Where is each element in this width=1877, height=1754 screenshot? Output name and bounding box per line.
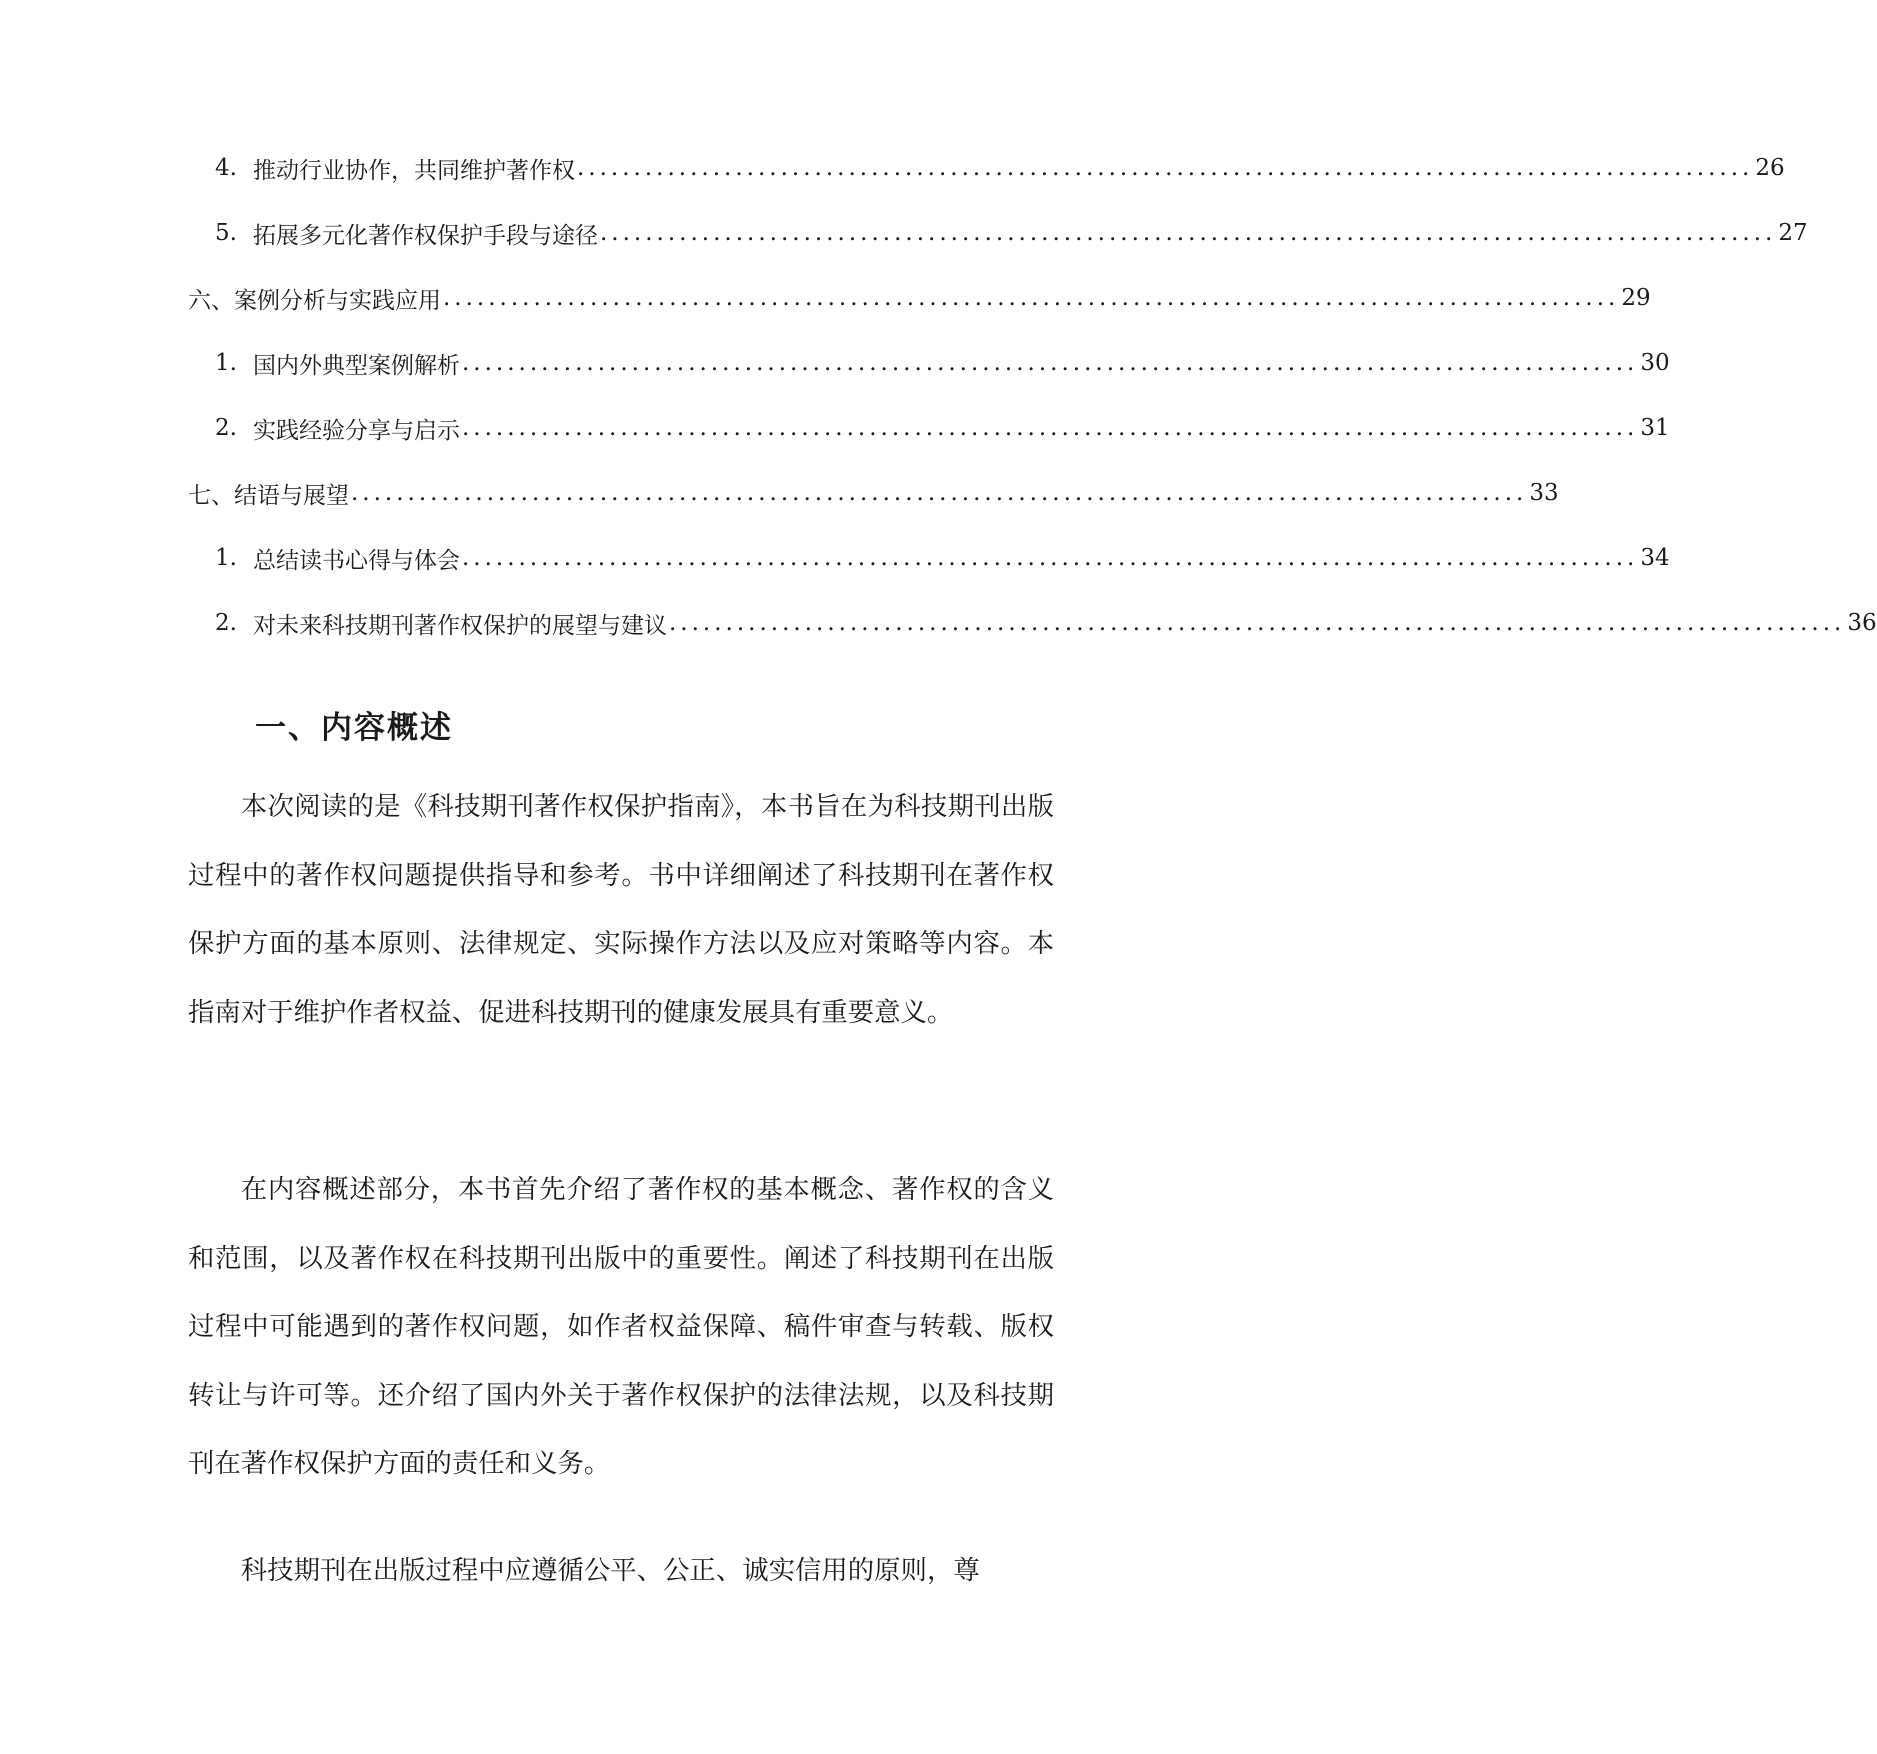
toc-entry-title: 实践经验分享与启示 bbox=[253, 417, 460, 444]
toc-entry-title: 拓展多元化著作权保护手段与途径 bbox=[253, 222, 598, 249]
toc-entry[interactable] bbox=[215, 408, 1670, 448]
toc-entry-number: 1. bbox=[215, 350, 237, 376]
toc-dot-leader: ........................................................................................................ bbox=[600, 220, 1777, 246]
toc-entry-number: 2. bbox=[215, 610, 237, 636]
toc-entry-number: 5. bbox=[215, 220, 237, 246]
toc-entry-page: 26 bbox=[1755, 155, 1785, 181]
toc-entry[interactable] bbox=[188, 278, 1651, 318]
toc-dot-leader: ........................................................................................................ bbox=[462, 415, 1639, 441]
toc-entry-title: 总结读书心得与体会 bbox=[253, 547, 460, 574]
toc-entry[interactable] bbox=[215, 148, 1785, 188]
toc-entry[interactable] bbox=[215, 213, 1808, 253]
toc-dot-leader: ........................................................................................................ bbox=[462, 545, 1639, 571]
toc-dot-leader: ........................................................................................................ bbox=[669, 610, 1846, 636]
toc-dot-leader: ........................................................................................................ bbox=[577, 155, 1754, 181]
toc-entry[interactable] bbox=[215, 603, 1877, 643]
section-heading: 一、内容概述 bbox=[255, 710, 453, 746]
toc-entry-title: 国内外典型案例解析 bbox=[253, 352, 460, 379]
toc-entry-page: 34 bbox=[1640, 545, 1670, 571]
toc-entry-page: 27 bbox=[1778, 220, 1808, 246]
toc-entry-page: 30 bbox=[1640, 350, 1670, 376]
toc-entry-page: 31 bbox=[1640, 415, 1670, 441]
toc-entry-page: 33 bbox=[1529, 480, 1559, 506]
toc-entry[interactable] bbox=[188, 473, 1559, 513]
toc-entry[interactable] bbox=[215, 343, 1670, 383]
toc-dot-leader: ........................................................................................................ bbox=[351, 480, 1528, 506]
body-paragraph: 本次阅读的是《科技期刊著作权保护指南》，本书旨在为科技期刊出版过程中的著作权问题提供指导和参考。书中详细阐述了科技期刊在著作权保护方面的基本原则、法律规定、实际操作方法以及应对策略等内容。本指南对于维护作者权益、促进科技期刊的健康发展具有重要意义。 bbox=[188, 791, 1054, 1028]
toc-dot-leader: ........................................................................................................ bbox=[443, 285, 1620, 311]
toc-entry-title: 六、案例分析与实践应用 bbox=[188, 287, 441, 314]
toc-entry[interactable] bbox=[215, 538, 1670, 578]
body-paragraph: 科技期刊在出版过程中应遵循公平、公正、诚实信用的原则，尊 bbox=[240, 1555, 980, 1586]
toc-entry-page: 29 bbox=[1621, 285, 1651, 311]
toc-entry-title: 推动行业协作，共同维护著作权 bbox=[253, 157, 575, 184]
toc-entry-number: 4. bbox=[215, 155, 237, 181]
toc-entry-title: 对未来科技期刊著作权保护的展望与建议 bbox=[253, 612, 667, 639]
toc-entry-number: 1. bbox=[215, 545, 237, 571]
toc-dot-leader: ........................................................................................................ bbox=[462, 350, 1639, 376]
toc-entry-page: 36 bbox=[1847, 610, 1877, 636]
body-paragraph: 在内容概述部分，本书首先介绍了著作权的基本概念、著作权的含义和范围，以及著作权在科技期刊出版中的重要性。阐述了科技期刊在出版过程中可能遇到的著作权问题，如作者权益保障、稿件审查与转载、版权转让与许可等。还介绍了国内外关于著作权保护的法律法规，以及科技期刊在著作权保护方面的责任和义务。 bbox=[188, 1174, 1054, 1479]
toc-entry-number: 2. bbox=[215, 415, 237, 441]
toc-entry-title: 七、结语与展望 bbox=[188, 482, 349, 509]
